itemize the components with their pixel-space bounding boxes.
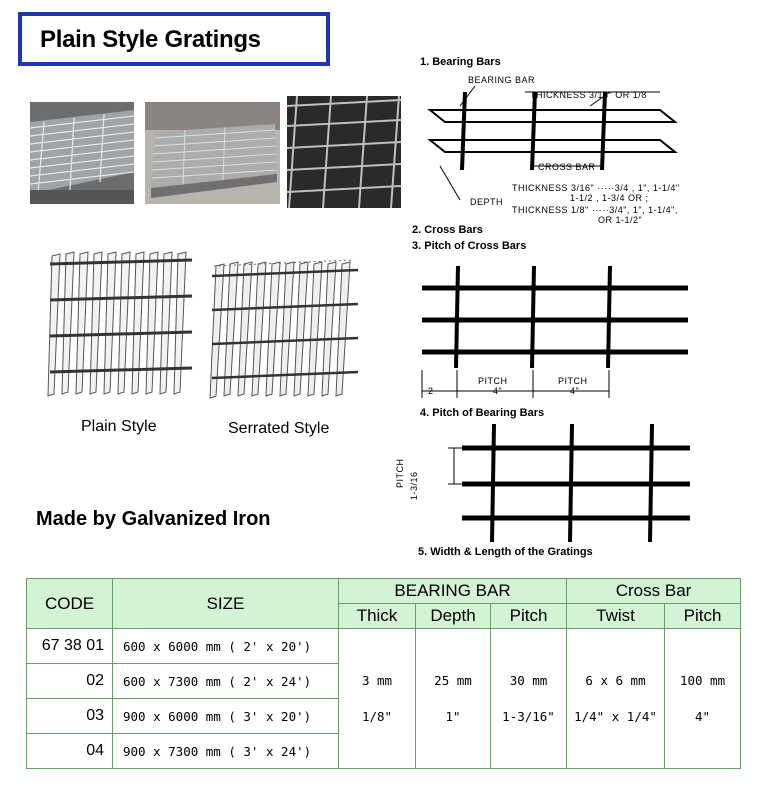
cross-pitch-metric: 100 mm <box>679 672 726 688</box>
serrated-style-label: Serrated Style <box>228 420 330 437</box>
depth-metric: 25 mm <box>434 672 472 688</box>
pitch-cross-diagram <box>420 258 690 403</box>
plain-style-label: Plain Style <box>81 418 157 435</box>
twist-imperial: 1/4" x 1/4" <box>574 708 657 724</box>
header-pitch: Pitch <box>491 604 567 629</box>
thick-cell <box>339 629 416 769</box>
diagram-label-width-length: 5. Width & Length of the Gratings <box>418 546 593 558</box>
cross-pitch-cell <box>665 629 741 769</box>
diagram-label-pitch-cross: 3. Pitch of Cross Bars <box>412 240 527 252</box>
pitch-imperial: 1-3/16" <box>502 708 555 724</box>
pitch-value-2: 4" <box>570 386 580 396</box>
header-thick: Thick <box>339 604 416 629</box>
grating-photo-1 <box>30 102 134 204</box>
pitch-bearing-value: 1-3/16 <box>409 471 419 500</box>
header-bearing-bar: BEARING BAR <box>339 579 567 604</box>
cross-bar-label: CROSS BAR <box>538 162 596 172</box>
pitch-label-2: PITCH <box>558 376 588 386</box>
cross-pitch-imperial: 4" <box>694 708 711 724</box>
pitch-metric: 30 mm <box>509 672 548 688</box>
bearing-bar-label: BEARING BAR <box>468 75 536 85</box>
header-size: SIZE <box>113 579 339 629</box>
depth-line-4: OR 1-1/2" <box>598 215 643 225</box>
depth-line-2: 1-1/2 , 1-3/4 OR ; <box>570 193 649 203</box>
pitch-bearing-diagram <box>420 422 690 544</box>
thick-metric: 3 mm <box>361 672 393 688</box>
table-row <box>27 629 741 664</box>
header-code: CODE <box>27 579 113 629</box>
header-cross-bar: Cross Bar <box>567 579 741 604</box>
depth-line-1: THICKNESS 3/16" ·····3/4 , 1", 1-1/4" <box>512 183 680 193</box>
size-cell: 900 x 7300 mm ( 3' x 24') <box>113 734 339 769</box>
page-title: Plain Style Gratings <box>40 26 261 53</box>
thick-imperial: 1/8" <box>361 708 393 724</box>
code-cell: 02 <box>27 664 113 699</box>
end-value-label: 2 <box>428 386 434 396</box>
header-cross-pitch: Pitch <box>665 604 741 629</box>
pitch-bearing-label: PITCH <box>395 458 405 488</box>
thickness-label: THICKNESS 3/16" OR 1/8 <box>530 90 647 100</box>
depth-label: DEPTH <box>470 197 504 207</box>
material-note: Made by Galvanized Iron <box>36 508 271 530</box>
size-cell: 600 x 7300 mm ( 2' x 24') <box>113 664 339 699</box>
pitch-cell <box>491 629 567 769</box>
header-depth: Depth <box>416 604 491 629</box>
code-cell: 03 <box>27 699 113 734</box>
depth-cell <box>416 629 491 769</box>
header-twist: Twist <box>567 604 665 629</box>
twist-cell <box>567 629 665 769</box>
diagram-label-cross-bars: 2. Cross Bars <box>412 224 483 236</box>
twist-metric: 6 x 6 mm <box>585 672 646 688</box>
pitch-label-1: PITCH <box>478 376 508 386</box>
plain-grating-drawing <box>46 244 196 409</box>
diagram-label-bearing-bars: 1. Bearing Bars <box>420 56 501 68</box>
diagram-label-pitch-bearing: 4. Pitch of Bearing Bars <box>420 407 545 419</box>
spec-table <box>26 578 741 769</box>
pitch-value-1: 4" <box>493 386 503 396</box>
code-cell: 67 38 01 <box>27 629 113 664</box>
serrated-grating-drawing <box>208 254 360 409</box>
grating-photo-2 <box>145 102 280 204</box>
size-cell: 900 x 6000 mm ( 3' x 20') <box>113 699 339 734</box>
code-cell: 04 <box>27 734 113 769</box>
depth-line-3: THICKNESS 1/8" ·····3/4", 1", 1-1/4", <box>512 205 678 215</box>
depth-imperial: 1" <box>445 708 461 724</box>
grating-photo-3 <box>287 96 401 208</box>
size-cell: 600 x 6000 mm ( 2' x 20') <box>113 629 339 664</box>
